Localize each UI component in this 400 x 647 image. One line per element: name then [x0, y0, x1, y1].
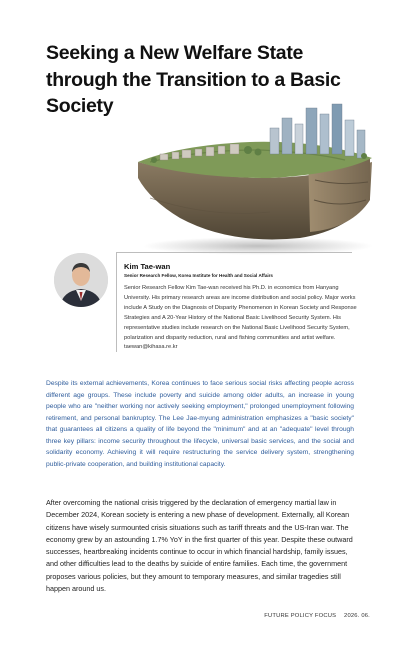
author-affiliation: Senior Research Fellow, Korea Institute for Health and Social Affairs: [124, 273, 273, 278]
article-abstract: Despite its external achievements, Korea continues to face serious social risks affecting people across different age groups. These include poverty and suicide among older adults, an increase in young people who are "neither working nor actively seeking employment," prolonged unemployment following retirement, and personal bankruptcy. The Lee Jae-myung administration emphasizes a "basic society" that guarantees all citizens a quality of life beyond the "minimum" and at an "adequate" level through three key pillars: income security throughout the lifecycle, universal basic services, and the social and solidarity economy. Achieving it will require restructuring the service delivery system, strengthening public-private cooperation, and building institutional capacity.: [46, 380, 354, 468]
cover-illustration: [120, 100, 385, 255]
article-title: Seeking a New Welfare State through the Transition to a Basic Society: [46, 42, 341, 117]
author-name: Kim Tae-wan: [124, 262, 171, 271]
author-divider: [116, 252, 352, 253]
footer-issue: 2026. 06.: [344, 613, 370, 619]
author-divider-vertical: [116, 252, 117, 352]
author-bio: Senior Research Fellow Kim Tae-wan received his Ph.D. in economics from Hanyang University. His primary research areas are income distribution and social policy. Major works include A Study on the Diagnosis of Disparity Phenomenon in Korean Society and Response Strategies and A 20-Year History of the National Basic Livelihood Security System. His representative studies include research on the National Basic Livelihood Security System, polarization and disparity reduction, rural and fishing communities and artist welfare. taewan@kihasa.re.kr: [124, 285, 357, 351]
page-footer: [258, 613, 370, 619]
article-body: After overcoming the national crisis triggered by the declaration of emergency martial law in December 2024, Korean society is entering a new phase of development. Externally, all Korean citizens have wisely surmounted crisis situations such as tariff threats and the US-Iran war. The economy grew by an astounding 1.7% YoY in the first quarter of this year. Despite these outward successes, heartbreaking incidents continue to occur in which financial hardship, family issues, and other difficulties lead to the deaths by suicide of entire families. Each time, the government proposes various policies, but they amount to temporary measures, and similar tragedies still happen around us.: [46, 498, 353, 594]
footer-publication: FUTURE POLICY FOCUS: [264, 613, 337, 619]
author-avatar: [54, 253, 108, 307]
